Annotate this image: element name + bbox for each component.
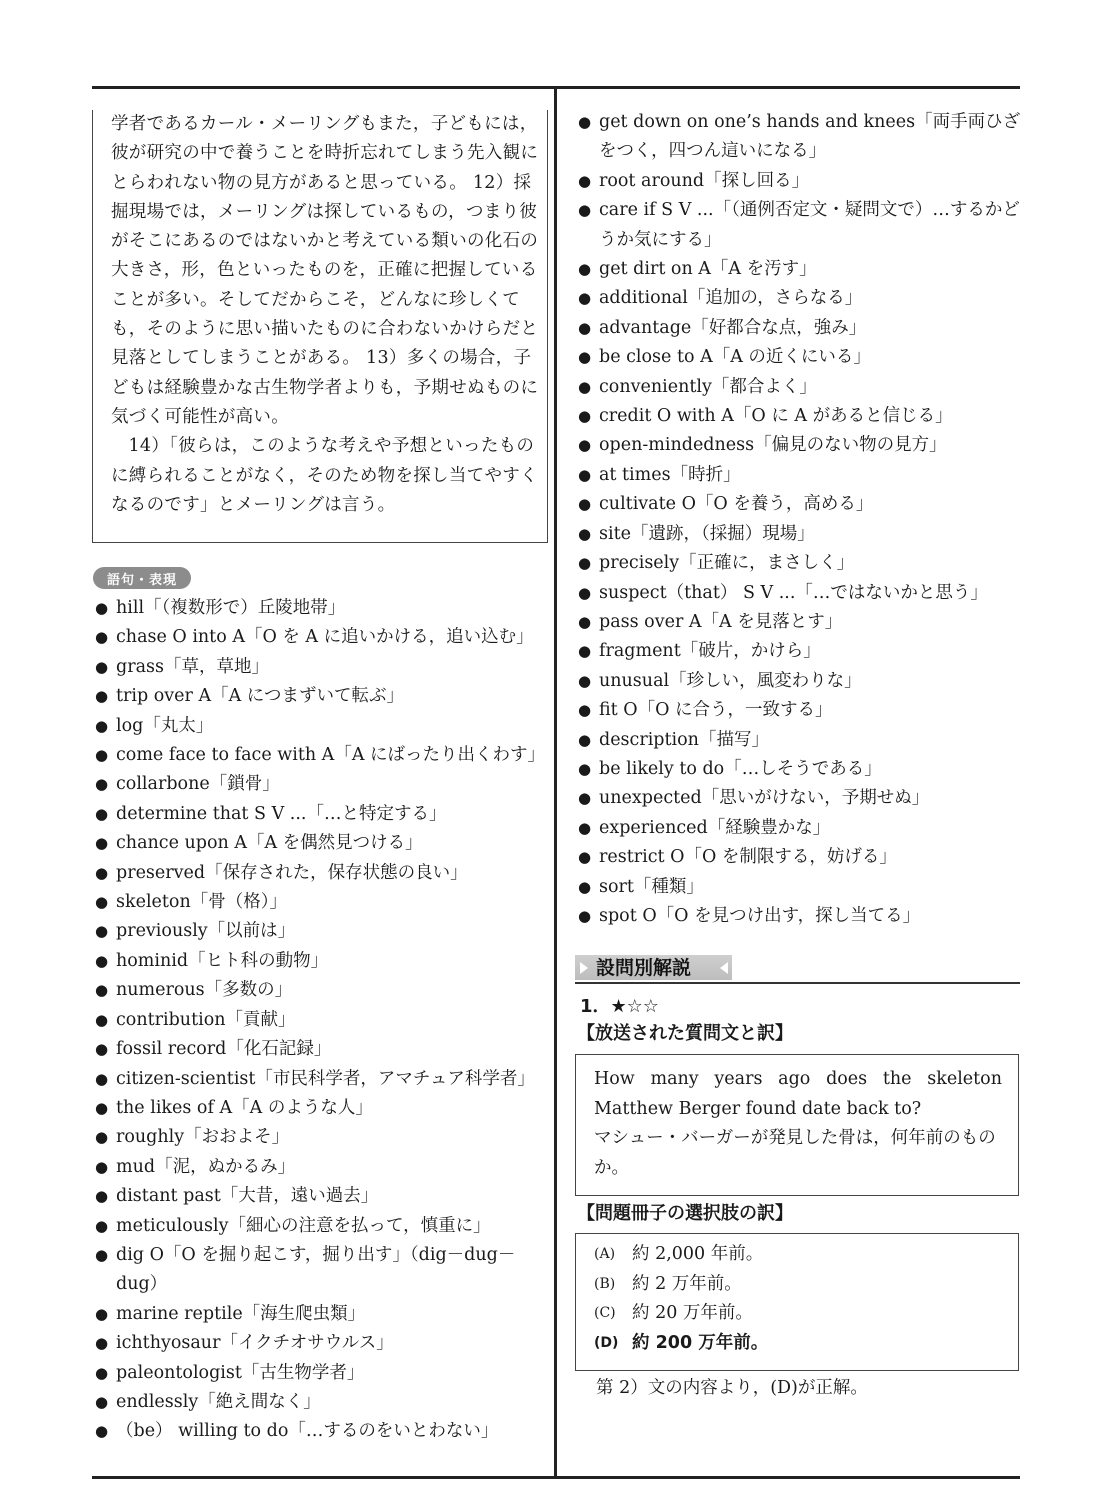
section-title: 設問別解説 — [596, 957, 692, 979]
vocab-item: ● at times「時折」 — [578, 461, 1024, 490]
vocab-item: ● （be） willing to do「…するのをいとわない」 — [95, 1417, 545, 1446]
vocab-item: ● marine reptile「海生爬虫類」 — [95, 1300, 545, 1329]
choice-label: (A) — [594, 1246, 616, 1262]
section-header — [575, 955, 1020, 984]
vocab-item: ● paleontologist「古生物学者」 — [95, 1359, 545, 1388]
choice-item — [594, 1299, 1018, 1329]
vocab-item: ● collarbone「鎖骨」 — [95, 770, 545, 799]
choice-item — [594, 1240, 1018, 1270]
vocab-item: ● fragment「破片，かけら」 — [578, 637, 1024, 666]
section-tab — [575, 955, 732, 980]
vocab-item: ● mud「泥，ぬかるみ」 — [95, 1153, 545, 1182]
choices-heading: 【問題冊子の選択肢の訳】 — [577, 1203, 793, 1224]
question-japanese: マシュー・バーガーが発見した骨は，何年前のものか。 — [594, 1128, 996, 1178]
vocab-item: ● site「遺跡，（採掘）現場」 — [578, 520, 1024, 549]
vocab-item: ● get dirt on A「A を汚す」 — [578, 255, 1024, 284]
choice-label: (C) — [594, 1305, 616, 1321]
question-english-line: Matthew Berger found date back to? — [594, 1098, 922, 1119]
vocab-item: ● hominid「ヒト科の動物」 — [95, 947, 545, 976]
vocab-item: ● unusual「珍しい，風変わりな」 — [578, 667, 1024, 696]
vocab-item: ● unexpected「思いがけない，予期せぬ」 — [578, 784, 1024, 813]
vocab-item: ● spot O「O を見つけ出す，探し当てる」 — [578, 902, 1024, 931]
question-english-line: How many years ago does the skeleton — [594, 1069, 1002, 1089]
vocab-badge: 語句・表現 — [93, 567, 191, 589]
vocab-item: ● chance upon A「A を偶然見つける」 — [95, 829, 545, 858]
vocab-item: ● preserved「保存された，保存状態の良い」 — [95, 859, 545, 888]
choice-item — [594, 1270, 1018, 1300]
vocab-item: ● cultivate O「O を養う，高める」 — [578, 490, 1024, 519]
passage-paragraph: 14）「彼らは，このような考えや予想といったものに縛られることがなく，そのため物を探し当てやすくなるのです」とメーリングは言う。 — [111, 436, 538, 515]
vocab-item: ● roughly「おおよそ」 — [95, 1123, 545, 1152]
vocab-item: ● the likes of A「A のような人」 — [95, 1094, 545, 1123]
vocab-item: ● care if S V ...「（通例否定文・疑問文で）…するかどうか気にする」 — [578, 196, 1024, 255]
vocab-item: ● trip over A「A につまずいて転ぶ」 — [95, 682, 545, 711]
vocab-item: ● citizen-scientist「市民科学者，アマチュア科学者」 — [95, 1065, 545, 1094]
choice-text: 約 200 万年前。 — [632, 1332, 769, 1353]
vocab-item: ● open-mindedness「偏見のない物の見方」 — [578, 431, 1024, 460]
question-heading: 【放送された質問文と訳】 — [577, 1023, 793, 1044]
vocab-item: ● pass over A「A を見落とす」 — [578, 608, 1024, 637]
vocab-item: ● fit O「O に合う，一致する」 — [578, 696, 1024, 725]
vocab-item: ● dig O「O を掘り起こす，掘り出す」（dig－dug－dug） — [95, 1241, 545, 1300]
vocab-item: ● precisely「正確に，まさしく」 — [578, 549, 1024, 578]
vocab-item: ● contribution「貢献」 — [95, 1006, 545, 1035]
vocab-item: ● conveniently「都合よく」 — [578, 373, 1024, 402]
vocab-item: ● previously「以前は」 — [95, 917, 545, 946]
vocab-list-left — [95, 594, 545, 1447]
vocab-item: ● root around「探し回る」 — [578, 167, 1024, 196]
vocab-item: ● skeleton「骨（格）」 — [95, 888, 545, 917]
vocab-item: ● be likely to do「…しそうである」 — [578, 755, 1024, 784]
vocab-item: ● meticulously「細心の注意を払って，慎重に」 — [95, 1212, 545, 1241]
vocab-item: ● be close to A「A の近くにいる」 — [578, 343, 1024, 372]
passage-box — [92, 110, 548, 543]
question-box — [575, 1054, 1019, 1196]
choice-label: (B) — [594, 1275, 616, 1292]
vocab-item: ● restrict O「O を制限する，妨げる」 — [578, 843, 1024, 872]
vocab-item: ● come face to face with A「A にばったり出くわす」 — [95, 741, 545, 770]
vocab-item: ● grass「草，草地」 — [95, 653, 545, 682]
answer-explanation: 第 2）文の内容より，(D)が正解。 — [596, 1378, 868, 1398]
choice-text: 約 2,000 年前。 — [632, 1244, 764, 1264]
choice-text: 約 20 万年前。 — [632, 1303, 753, 1323]
vocab-list-right — [578, 108, 1024, 931]
vocab-item: ● hill「（複数形で）丘陵地帯」 — [95, 594, 545, 623]
choice-label: (D) — [594, 1334, 619, 1351]
vocab-item: ● chase O into A「O を A に追いかける，追い込む」 — [95, 623, 545, 652]
passage-paragraph: 学者であるカール・メーリングもまた，子どもには，彼が研究の中で養うことを時折忘れてしまう先入観にとらわれない物の見方があると思っている。 12）採掘現場では，メーリングは探しているもの，つまり彼がそこにあるのではないかと考えている類いの化石の大きさ，形，色といったものを，正確に把握していることが多い。そしてだからこそ，どんなに珍しくても，そのように思い描いたものに合わないかけらだと見落としてしまうことがある。 13）多くの場合，子どもは経験豊かな古生物学者よりも，予期せぬものに気づく可能性が高い。 — [111, 114, 539, 427]
vocab-item: ● additional「追加の，さらなる」 — [578, 284, 1024, 313]
bottom-rule — [92, 1476, 1020, 1479]
vocab-item: ● numerous「多数の」 — [95, 976, 545, 1005]
choices-box — [575, 1233, 1019, 1371]
vocab-item: ● determine that S V ...「…と特定する」 — [95, 800, 545, 829]
choice-text: 約 2 万年前。 — [632, 1273, 742, 1294]
vocab-item: ● credit O with A「O に A があると信じる」 — [578, 402, 1024, 431]
vocab-item: ● distant past「大昔，遠い過去」 — [95, 1182, 545, 1211]
vocab-item: ● description「描写」 — [578, 726, 1024, 755]
vocab-item: ● suspect（that） S V ...「…ではないかと思う」 — [578, 579, 1024, 608]
vocab-item: ● experienced「経験豊かな」 — [578, 814, 1024, 843]
column-divider — [554, 87, 557, 1478]
vocab-item: ● get down on one’s hands and knees「両手両ひざをつく，四つん這いになる」 — [578, 108, 1024, 167]
vocab-item: ● ichthyosaur「イクチオサウルス」 — [95, 1329, 545, 1358]
vocab-item: ● fossil record「化石記録」 — [95, 1035, 545, 1064]
vocab-item: ● sort「種類」 — [578, 873, 1024, 902]
vocab-item: ● log「丸太」 — [95, 712, 545, 741]
vocab-item: ● endlessly「絶え間なく」 — [95, 1388, 545, 1417]
vocab-item: ● advantage「好都合な点，強み」 — [578, 314, 1024, 343]
choice-item-correct — [594, 1329, 1018, 1359]
question-number: 1．★☆☆ — [580, 996, 659, 1017]
